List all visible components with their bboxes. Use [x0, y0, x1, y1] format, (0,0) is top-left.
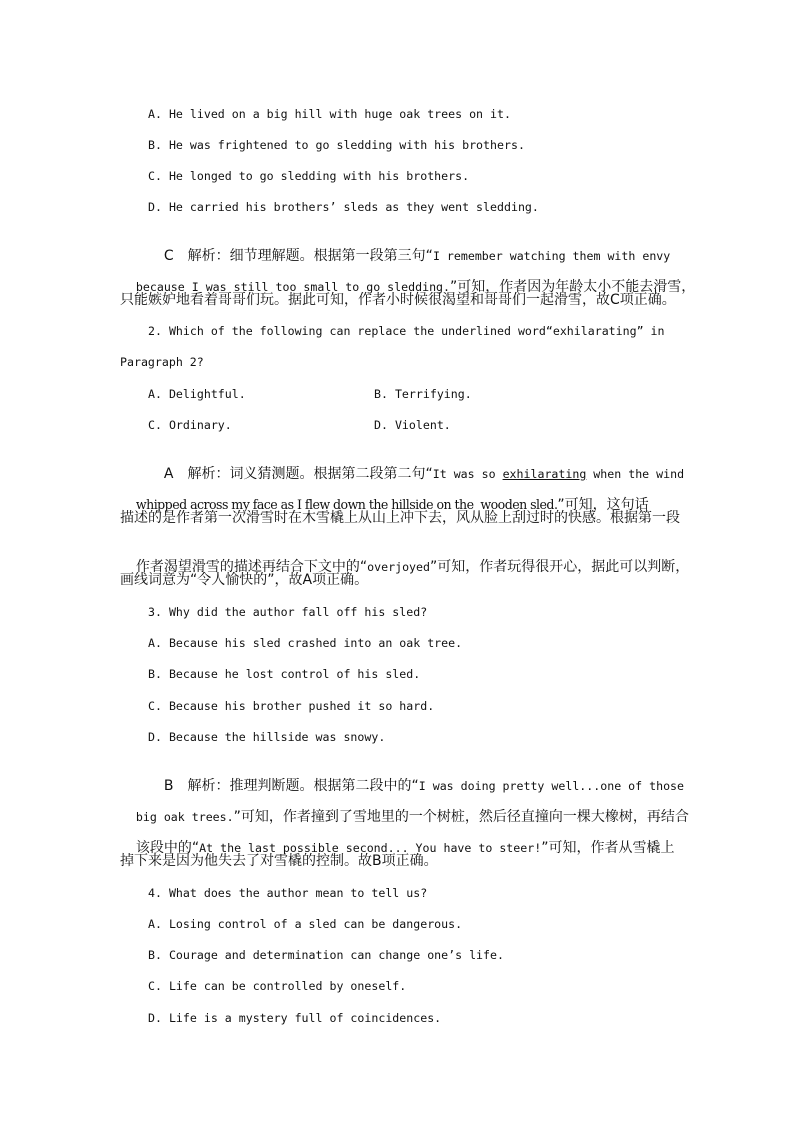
q1-option-b: B. He was frightened to go sledding with his brothers.: [148, 138, 525, 152]
q3-analysis-quote-2: At the last possible second... You have to steer!: [199, 841, 542, 855]
q4-option-a: A. Losing control of a sled can be dangerous.: [148, 917, 463, 931]
q2-analysis-quote-tail: when the wind: [586, 467, 685, 481]
q2-analysis-quote-cont: whipped across my face as I flew down the hillside on the wooden sled.: [135, 497, 558, 512]
q3-analysis-line-4: 掉下来是因为他失去了对雪橇的控制。故B项正确。: [120, 853, 438, 869]
q1-option-a: A. He lived on a big hill with huge oak trees on it.: [148, 107, 511, 121]
q3-analysis-text: B 解析：推理判断题。根据第二段中的“: [163, 778, 419, 794]
q2-analysis-text: A 解析：词义猜测题。根据第二段第二句“: [163, 466, 433, 482]
q4-option-c: C. Life can be controlled by oneself.: [148, 979, 407, 993]
q2-analysis-text-cont: ”可知，这句话: [557, 497, 649, 513]
q2-analysis-line-3: 描述的是作者第一次滑雪时在木雪橇上从山上冲下去，风从脸上刮过时的快感。根据第一段: [120, 510, 680, 526]
q3-option-a: A. Because his sled crashed into an oak tree.: [148, 636, 463, 650]
q3-stem: 3. Why did the author fall off his sled?: [148, 605, 428, 619]
q3-analysis-text-cont: ”可知，作者撞到了雪地里的一个树桩，然后径直撞向一棵大橡树，再结合: [233, 809, 689, 825]
q3-analysis-quote-cont: big oak trees.: [135, 810, 234, 824]
q2-analysis-text-4a: 作者渴望滑雪的描述再结合下文中的“: [135, 559, 368, 575]
q1-analysis-text-cont: ”可知，作者因为年龄太小不能去滑雪，: [450, 279, 696, 295]
q2-option-b: B. Terrifying.: [374, 387, 472, 401]
q3-option-c: C. Because his brother pushed it so hard.: [148, 699, 435, 713]
q3-option-d: D. Because the hillside was snowy.: [148, 730, 386, 744]
q1-option-d: D. He carried his brothers’ sleds as they went sledding.: [148, 200, 539, 214]
q2-option-a: A. Delightful.: [148, 387, 246, 401]
q2-option-d: D. Violent.: [374, 418, 451, 432]
q1-analysis-text: C 解析：细节理解题。根据第一段第三句“: [163, 248, 433, 264]
q2-option-c: C. Ordinary.: [148, 418, 232, 432]
q3-analysis-text-3c: ”可知，作者从雪橇上: [541, 840, 675, 856]
q1-analysis-line-3: 只能嫉妒地看着哥哥们玩。据此可知，作者小时候很渴望和哥哥们一起滑雪，故C项正确。: [120, 292, 676, 308]
q2-stem-line-2: Paragraph 2?: [120, 355, 204, 369]
q1-analysis-quote-cont: because I was still too small to go sledding.: [135, 280, 451, 294]
q1-option-c: C. He longed to go sledding with his brothers.: [148, 169, 470, 183]
q2-analysis-keyword: overjoyed: [367, 560, 430, 574]
q4-stem: 4. What does the author mean to tell us?: [148, 886, 428, 900]
q2-stem-line-1: 2. Which of the following can replace the underlined word“exhilarating” in: [148, 324, 665, 338]
q2-underlined-word: exhilarating: [502, 467, 587, 481]
q2-analysis-text-4c: ”可知，作者玩得很开心，据此可以判断，: [430, 559, 690, 575]
q4-option-d: D. Life is a mystery full of coincidences.: [148, 1011, 442, 1025]
q2-analysis-quote: It was so: [432, 467, 503, 481]
q3-analysis-text-3a: 该段中的“: [135, 840, 200, 856]
q4-option-b: B. Courage and determination can change one’s life.: [148, 948, 504, 962]
q3-option-b: B. Because he lost control of his sled.: [148, 667, 421, 681]
q2-analysis-line-5: 画线词意为“令人愉快的”，故A项正确。: [120, 572, 369, 588]
q1-analysis-quote: I remember watching them with envy: [432, 249, 671, 263]
q3-analysis-quote: I was doing pretty well...one of those: [418, 779, 685, 793]
